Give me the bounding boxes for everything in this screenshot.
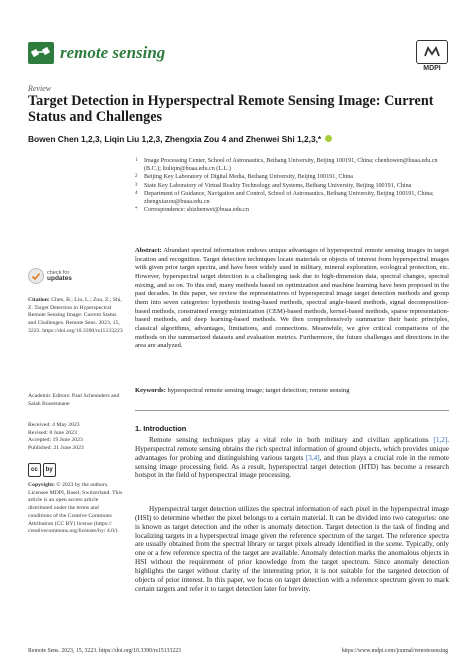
affiliation-item: 4 Department of Guidance, Navigation and Control, School of Astronautics, Beihang University, Beijing 100191, China; zhengxiazou@buaa.edu.cn (135, 190, 434, 206)
accepted-date: Accepted: 19 June 2023 (28, 437, 83, 444)
affiliations (135, 157, 455, 214)
revised-date: Revised: 8 June 2023 (28, 429, 77, 436)
abstract-label: Abstract: (135, 247, 162, 254)
orcid-icon[interactable] (325, 135, 332, 142)
citation-label: Citation: (28, 297, 50, 303)
affiliation-item: 3 State Key Laboratory of Virtual Reality Technology and Systems, Beihang University, Beijing 100191, China (135, 182, 412, 189)
citation-link[interactable]: [3,4] (305, 453, 320, 462)
keywords (135, 387, 449, 394)
received-date: Received: 4 May 2023 (28, 422, 80, 428)
journal-header (28, 40, 165, 66)
page-footer (28, 648, 448, 654)
citation-block (28, 297, 123, 336)
updates-line2: updates (47, 275, 72, 282)
footer-citation: Remote Sens. 2023, 15, 3223. https://doi.org/10.3390/rs15133223 (28, 648, 182, 654)
correspondence: * Correspondence: shizhenwei@buaa.edu.cn (135, 207, 249, 214)
keywords-label: Keywords: (135, 387, 166, 394)
history-block (28, 422, 123, 453)
citation-link[interactable]: [1,2] (433, 436, 448, 444)
creative-commons-icon: cc (28, 463, 41, 477)
keywords-text: hyperspectral remote sensing image; target detection; remote sensing (167, 387, 350, 394)
published-date: Published: 21 June 2023 (28, 445, 84, 452)
affiliation-item: 2 Beijing Key Laboratory of Digital Media, Beihang University, Beijing 100191, China (135, 174, 353, 181)
journal-name: remote sensing (60, 43, 166, 62)
copyright-text: © 2023 by the authors. Licensee MDPI, Basel, Switzerland. This article is an open access article distributed under the terms and conditions of the Creative Commons Attribution (CC BY) license (https:// creativecommons.org/licenses/by/ 4.0/). (28, 482, 123, 535)
intro-paragraph-2: Hyperspectral target detection utilizes the spectral information of each pixel in the hyperspectral image (HSI) to determine whether the pixel belongs to a certain material. It can be divided into two categories: one is known as target detection and the other is anomaly detection. Target detection is the task of finding and localizing targets in a hyperspectral image given the reference spectrum of the target. The reference spectra are usually obtained from the spectral library or target pixels already identified in the scene. Typically, only one or a few reference spectra of the target are available. Anomaly detection marks the anomalous objects in HSI without the requirement of prior knowledge from the target spectrum. Since anomaly detection highlights the target without clarity of the interesting prior, it is not suitable for the targeted detection of objects of prior interest. In this paper, we focus on target detection with a reference spectrum given to mark certain targets and refer it to target detection later for brevity. (135, 505, 449, 593)
updates-line1: check for (47, 269, 70, 276)
authors-text: Bowen Chen 1,2,3, Liqin Liu 1,2,3, Zhengxia Zou 4 and Zhenwei Shi 1,2,3,* (28, 134, 322, 144)
author-list (28, 134, 332, 144)
abstract (135, 247, 449, 351)
publisher-logo (416, 40, 448, 72)
intro-paragraph-1: Remote sensing techniques play a vital role in both military and civilian applications [1,2]. Hyperspectral remote sensing obtains the rich spectral information of ground objects, which provides unique advantages for probing and distinguishing various targets [3,4], and thus plays a crucial role in the remote sensing image processing field. As a result, hyperspectral target detection (HTD) has become a research hotspot in the field of hyperspectral image processing. (135, 436, 449, 480)
article-type: Review (28, 84, 52, 93)
affiliation-item: 1 Image Processing Center, School of Astronautics, Beihang University, Beijing 100191, China; chenbowen@buaa.edu.cn (B.C.); liuliqin@buaa.edu.cn (L.L.) (135, 158, 438, 173)
copyright-block (28, 482, 123, 536)
divider (135, 410, 449, 411)
paper-title: Target Detection in Hyperspectral Remote Sensing Image: Current Status and Challenges (28, 93, 434, 125)
abstract-text: Abundant spectral information endows unique advantages of hyperspectral remote sensing images in target location and recognition. Target detection techniques locate materials or objects of interest from hyperspectral images with given prior target spectra, and have been widely used in military, mineral exploration, ecological protection, etc. However, hyperspectral target detection is a challenging task due to high-dimension data, spectral changes, spectral mixing, and so on. To this end, many methods based on optimization and machine learning have been proposed in the past decades. In this paper, we review the representatives of hyperspectral image target detection methods and group them into seven categories: hypothesis testing-based methods, spectral angle-based methods, signal decomposition-based methods, constrained energy minimization (CEM)-based methods, kernel-based methods, sparse representation-based methods, and deep learning-based methods. We then comprehensively summarize their basic principles, classical algorithms, advantages, limitations, and connections. Meanwhile, we give critical comparisons of the methods on the summarized datasets and evaluation metrics. Furthermore, the future challenges and directions in the area are analyzed. (135, 247, 449, 350)
academic-editors: Academic Editors: Paul Scheunders and Salah Bourennane (28, 393, 120, 407)
check-updates-icon (28, 268, 44, 284)
publisher-name: MDPI (423, 65, 441, 72)
footer-journal-url[interactable]: https://www.mdpi.com/journal/remotesensing (341, 648, 448, 654)
cc-license-badge[interactable] (28, 463, 58, 477)
attribution-icon: by (43, 463, 56, 477)
check-for-updates-badge[interactable] (28, 268, 72, 284)
section-heading: 1. Introduction (135, 424, 187, 433)
mdpi-logo-icon (416, 40, 448, 64)
citation-text: Chen, B.; Liu, L.; Zou, Z.; Shi, Z. Target Detection in Hyperspectral Remote Sensing Image: Current Status and Challenges. Remote Sens. 2023, 15, 3223. https://doi.org/10.3390/rs15133223 (28, 297, 123, 334)
satellite-logo-icon (28, 42, 54, 64)
copyright-label: Copyright: (28, 482, 55, 488)
